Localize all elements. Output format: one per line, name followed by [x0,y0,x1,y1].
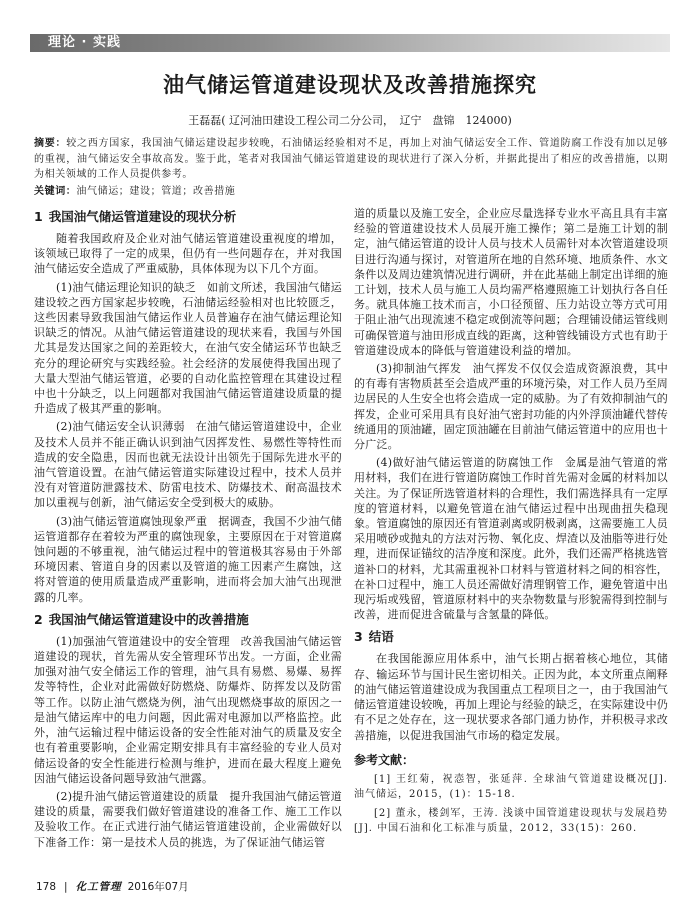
reference-item: [2] 董永，楼剑军，王涛. 浅谈中国管道建设现状与发展趋势[J]. 中国石油和化工标准与质量，2012，33(15)：260. [354,807,668,834]
page-number: 178 [36,881,57,893]
page-footer [36,880,189,894]
paragraph-text: 据调查，我国不少油气储运管道都存在着较为严重的腐蚀现象，主要原因在于对管道腐蚀问题的不够重视，油气储运过程中的管道极其容易由于外部环境因素、管道自身的因素以及管道的施工因素产生腐蚀，这将对管道的使用质量造成严重影响，进而将会加大油气出现泄露的几率。 [34,514,342,604]
section-title: 结语 [368,629,394,645]
issue-date: 2016年07月 [127,881,189,893]
paragraph [34,634,342,786]
paragraph [34,514,342,605]
paper-title: 油气储运管道建设现状及改善措施探究 [163,73,537,97]
paragraph-text: 道的质量以及施工安全，企业应尽量选择专业水平高且具有丰富经验的管道建设技术人员展开施工操作；第二是施工计划的制定，油气储运管道的设计人员与技术人员需针对本次管道建设项目进行沟通与探讨，对管道所在地的自然环境、地质条件、水文条件以及周边建筑情况进行调研，并在此基础上制定出详细的施工计划，技术人员与施工人员均需严格遵照施工计划执行各自任务。就具体施工技术而言，小口径预留、压力站设立等方式可用于阻止油气出现流速不稳定或倒流等问题；合理铺设储运管线则可确保管道与油田形成直线的距离，这种管线铺设方式也有助于管道建设成本的降低与管道建设利益的增加。 [354,207,668,357]
paragraph-lead: (2)提升油气储运管道建设的质量 [56,789,219,803]
section-heading [34,611,342,629]
references-heading: 参考文献： [354,752,415,767]
paragraph-text: 金属是油气管道的常用材料，我们在进行管道防腐蚀工作时首先需对金属的材料加以关注。为了保证所选管道材料的合理性，我们需选择具有一定厚度的管道材料，以避免管道在油气储运过程中出现曲扭失稳现象。管道腐蚀的原因还有管道剥离或阴极剥离，这需要施工人员采用喷砂或抛丸的方法对污物、氧化皮、焊渣以及油脂等进行处理，进而保证锚纹的洁净度和深度。此外，我们还需严格挑选管道补口的材料，尤其需重视补口材料与管道材料之间的相容性，在补口过程中，施工人员还需做好清理钢管工作，避免管道中出现污垢或残留，管道原材料中的夹杂物数量与形貌需得到控制与改善，进而促进含硫量与含氢量的降低。 [354,456,668,622]
journal-name: 化工管理 [75,881,122,893]
paragraph-text: 改善我国油气储运管道建设的现状，首先需从安全管理环节出发。一方面，企业需加强对油气安全储运工作的管理，油气具有易燃、易爆、易挥发等特性，企业对此需做好防燃烧、防爆炸、防挥发以及防雷等工作。以防止油气燃烧为例，油气出现燃烧事故的原因之一是油气储运库中的电力问题，因此需对电源加以严格监控。此外，油气运输过程中储运设备的安全性能对油气的质量及安全也有着重要影响，企业需定期安排具有丰富经验的专业人员对储运设备的安全性能进行检测与维护，进而在最大程度上避免因油气储运设备问题导致油气泄露。 [34,634,342,785]
section-banner [30,34,670,52]
keywords-label: 关键词： [34,186,77,197]
section-title: 我国油气储运管道建设中的改善措施 [48,611,249,627]
left-column [34,206,342,853]
paragraph-text: 如前文所述，我国油气储运建设较之西方国家起步较晚，石油储运经验相对也比较匮乏，这些因素导致我国油气储运作业人员普遍存在油气储运理论知识缺乏的情况。从油气储运管道建设的现状来看，我国与外国尤其是发达国家之间的差距较大，在油气安全储运环节也缺乏充分的理论研究与实践经验。社会经济的发展使得我国出现了大量大型油气储运管道，必要的自动化监控管理在其建设过程中也十分缺乏，以上问题都对我国油气储运管道建设质量的提升造成了极其严重的影响。 [34,280,342,416]
paragraph-text: 在我国能源应用体系中，油气长期占据着核心地位，其储存、输运环节与国计民生密切相关。正因为此，本文所重点阐释的油气储运管道建设成为我国重点工程项目之一，由于我国油气储运管道建设较晚，再加上理论与经验的缺乏，在实际建设中仍有不足之处存在，这一现状要求各部门通力协作，并积极寻求改善措施，以促进我国油气市场的稳定发展。 [354,652,668,742]
paragraph-text: 随着我国政府及企业对油气储运管道建设重视度的增加，该领域已取得了一定的成果，但仍有一些问题存在，并对我国油气储运安全造成了严重威胁，具体体现为以下几个方面。 [34,232,342,276]
paragraph [34,789,342,850]
paragraph-text: 提升我国油气储运管道建设的质量，需要我们做好管道建设的准备工作、施工工作以及验收工作。在正式进行油气储运管道建设前，企业需做好以下准备工作：第一是技术人员的挑选，为了保证油气储运管 [34,789,343,849]
author-affiliation: 王磊磊( 辽河油田建设工程公司二分公司， 辽宁 盘锦 124000) [188,114,512,127]
paragraph [34,419,342,510]
section-heading [354,628,668,646]
paragraph [354,455,668,622]
abstract-text: 较之西方国家，我国油气储运建设起步较晚，石油储运经验相对不足，再加上对油气储运安全工作、管道防腐工作没有加以足够的重视，油气储运安全事故高发。鉴于此，笔者对我国油气储运管道建设的现状进行了深入分析，并据此提出了相应的改善措施，以期为相关领域的工作人员提供参考。 [34,138,668,180]
abstract-label: 摘要： [34,138,67,149]
keywords [34,184,668,200]
paragraph-text: 油气挥发不仅仅会造成资源浪费，其中的有毒有害物质甚至会造成严重的环境污染，对工作人员乃至周边居民的人生安全也将会造成一定的威胁。为了有效抑制油气的挥发，企业可采用具有良好油气密封功能的内外浮顶油罐代替传统通用的顶油罐，固定顶油罐在目前油气储运管道中的应用也十分广泛。 [354,362,668,452]
footer-separator: | [64,881,68,893]
section-title: 我国油气储运管道建设的现状分析 [48,209,237,224]
paragraph [354,651,668,742]
paragraph-lead: (3)油气储运管道腐蚀现象严重 [56,514,208,528]
paragraph [34,231,342,277]
keywords-text: 油气储运；建设；管道；改善措施 [76,186,236,197]
section-number: 3 [354,629,363,645]
section-label: 理论 · 实践 [48,35,121,50]
paragraph-text: 在油气储运管道建设中，企业及技术人员并不能正确认识到油气因挥发性、易燃性等特性而造成的安全隐患，因而也就无法设计出领先于国际先进水平的油气管道设置。在油气储运管道实际建设过程中，技术人员并没有对管道防泄露技术、防雷电技术、防爆技术、耐高温技术加以重视与创新，油气储运安全受到极大的威胁。 [34,420,342,510]
paragraph-lead: (1)油气储运理论知识的缺乏 [56,280,197,294]
paragraph [354,361,668,452]
section-heading [34,208,342,226]
right-column [354,206,668,840]
paragraph-lead: (2)油气储运安全认识薄弱 [56,420,185,434]
reference-item: [1] 王红菊，祝悫智，张延萍. 全球油气管道建设概况[J]. 油气储运，2015，(1)：15-18. [354,773,668,800]
paragraph-continuation [354,206,668,358]
paragraph [34,280,342,417]
section-number: 1 [34,209,43,224]
paragraph-lead: (4)做好油气储运管道的防腐蚀工作 [376,456,554,470]
abstract [34,136,668,183]
paragraph-lead: (3)抑制油气挥发 [376,362,462,376]
paragraph-lead: (1)加强油气管道建设中的安全管理 [56,634,230,648]
section-number: 2 [34,611,43,627]
